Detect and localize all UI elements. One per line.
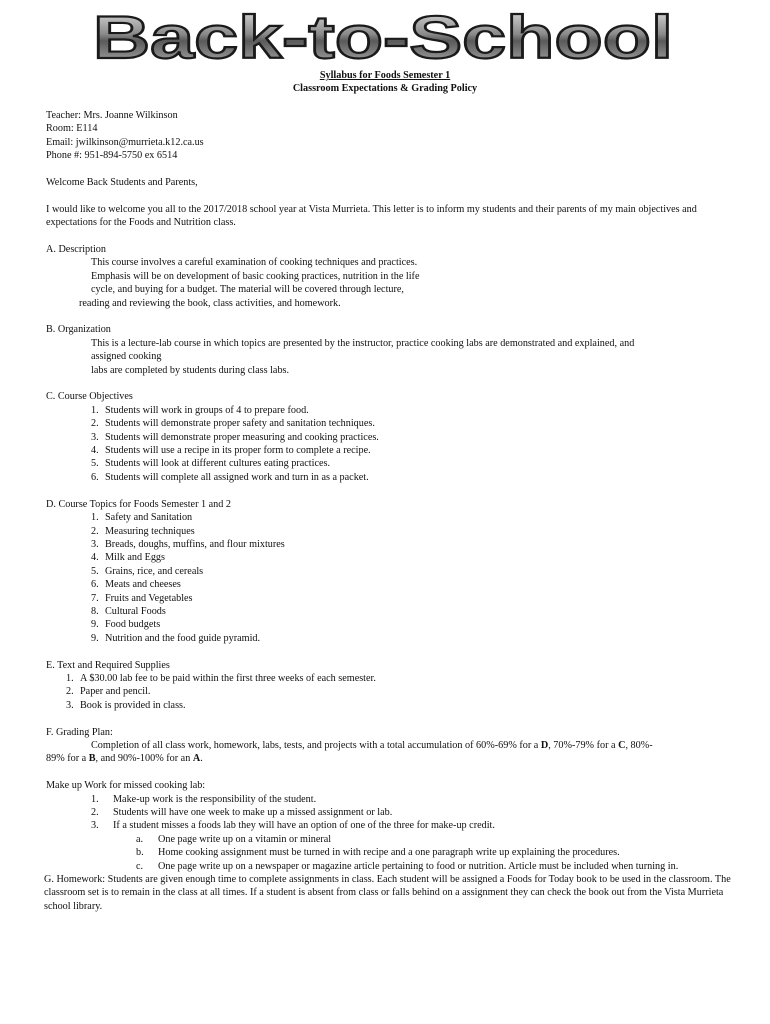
- organization-line: labs are completed by students during class labs.: [91, 364, 290, 376]
- section-objectives: [46, 390, 736, 484]
- section-grading: [46, 726, 736, 766]
- section-topics: [46, 498, 736, 645]
- section-supplies: [46, 659, 736, 713]
- list-item: b. Home cooking assignment must be turned in with recipe and a one paragraph write up explaining the procedures.: [136, 847, 620, 859]
- list-item: 2. Measuring techniques: [91, 525, 195, 537]
- section-heading: C. Course Objectives: [46, 391, 133, 403]
- list-item: 9. Food budgets: [91, 619, 161, 631]
- list-item: c. One page write up on a newspaper or magazine article pertaining to food or nutrition. Article must be included when turning in.: [136, 860, 679, 872]
- homework-paragraph: G. Homework: Students are given enough time to complete assignments in class. Each student will be assigned a Foods for Today book to be used in the classroom. The classroom set is to remain in the class at all times. If a student is absent from class or falls behind on a assignment they can check the book out from the Vista Murrieta school library.: [44, 874, 731, 912]
- list-item: 7. Fruits and Vegetables: [91, 592, 193, 604]
- title-line-2: Classroom Expectations & Grading Policy: [292, 83, 478, 95]
- list-item: 5. Students will look at different cultures eating practices.: [91, 458, 331, 470]
- phone-line: Phone #: 951-894-5750 ex 6514: [46, 150, 178, 162]
- list-item: 2. Paper and pencil.: [66, 686, 151, 698]
- list-item: 6. Meats and cheeses: [91, 579, 181, 591]
- list-item: a. One page write up on a vitamin or mineral: [136, 833, 332, 845]
- section-heading: F. Grading Plan:: [46, 726, 113, 738]
- grading-text-cont: 89% for a B, and 90%-100% for an A.: [46, 753, 203, 765]
- section-heading: D. Course Topics for Foods Semester 1 and 2: [46, 498, 232, 510]
- list-item: 6. Students will complete all assigned work and turn in as a packet.: [91, 471, 369, 483]
- email-line: Email: jwilkinson@murrieta.k12.ca.us: [46, 136, 204, 148]
- list-item: 3. Breads, doughs, muffins, and flour mixtures: [91, 538, 285, 550]
- title-line-1: Syllabus for Foods Semester 1: [319, 70, 451, 81]
- grading-text: Completion of all class work, homework, labs, tests, and projects with a total accumulation of 60%-69% for a D, 70%-79% for a C, 80%-: [91, 739, 653, 751]
- description-line: reading and reviewing the book, class activities, and homework.: [79, 297, 341, 309]
- list-item: 2. Students will demonstrate proper safety and sanitation techniques.: [91, 418, 375, 430]
- section-heading: Make up Work for missed cooking lab:: [46, 780, 206, 792]
- room-line: Room: E114: [46, 123, 98, 135]
- section-makeup: [46, 779, 736, 873]
- teacher-line: Teacher: Mrs. Joanne Wilkinson: [46, 110, 178, 121]
- list-item: 3. Book is provided in class.: [66, 699, 186, 711]
- description-line: Emphasis will be on development of basic cooking practices, nutrition in the life: [91, 270, 420, 282]
- list-item: 2. Students will have one week to make up a missed assignment or lab.: [91, 806, 393, 818]
- list-item: 1. Make-up work is the responsibility of the student.: [91, 793, 317, 805]
- list-item: 4. Milk and Eggs: [91, 552, 165, 564]
- list-item: 1. Students will work in groups of 4 to prepare food.: [91, 404, 309, 416]
- list-item: 8. Cultural Foods: [91, 605, 166, 617]
- list-item: 5. Grains, rice, and cereals: [91, 565, 204, 577]
- greeting: Welcome Back Students and Parents,: [46, 177, 198, 189]
- banner-text: Back-to-School: [93, 8, 673, 70]
- list-item: 3. If a student misses a foods lab they will have an option of one of the three for make-up credit.: [91, 820, 495, 832]
- section-organization: [46, 323, 736, 377]
- description-line: cycle, and buying for a budget. The material will be covered through lecture,: [91, 284, 404, 296]
- list-item: 9. Nutrition and the food guide pyramid.: [91, 632, 261, 644]
- section-heading: A. Description: [46, 244, 106, 256]
- list-item: 3. Students will demonstrate proper measuring and cooking practices.: [91, 431, 379, 443]
- section-heading: E. Text and Required Supplies: [46, 659, 170, 671]
- syllabus-title: [0, 69, 770, 96]
- syllabus-body: [46, 109, 736, 913]
- contact-info: [46, 109, 736, 163]
- back-to-school-banner: [88, 8, 678, 70]
- description-line: This course involves a careful examination of cooking techniques and practices.: [91, 257, 418, 269]
- list-item: 1. A $30.00 lab fee to be paid within the first three weeks of each semester.: [66, 672, 376, 684]
- section-description: [46, 243, 736, 310]
- intro-paragraph: I would like to welcome you all to the 2017/2018 school year at Vista Murrieta. This letter is to inform my students and their parents of my main objectives and expectations for the Foods and Nutrition class.: [46, 203, 697, 229]
- list-item: 1. Safety and Sanitation: [91, 512, 193, 524]
- organization-line: This is a lecture-lab course in which topics are presented by the instructor, practice cooking labs are demonstrated and explained, and: [91, 337, 635, 349]
- organization-line: assigned cooking: [91, 351, 162, 363]
- section-heading: B. Organization: [46, 324, 111, 336]
- list-item: 4. Students will use a recipe in its proper form to complete a recipe.: [91, 445, 371, 457]
